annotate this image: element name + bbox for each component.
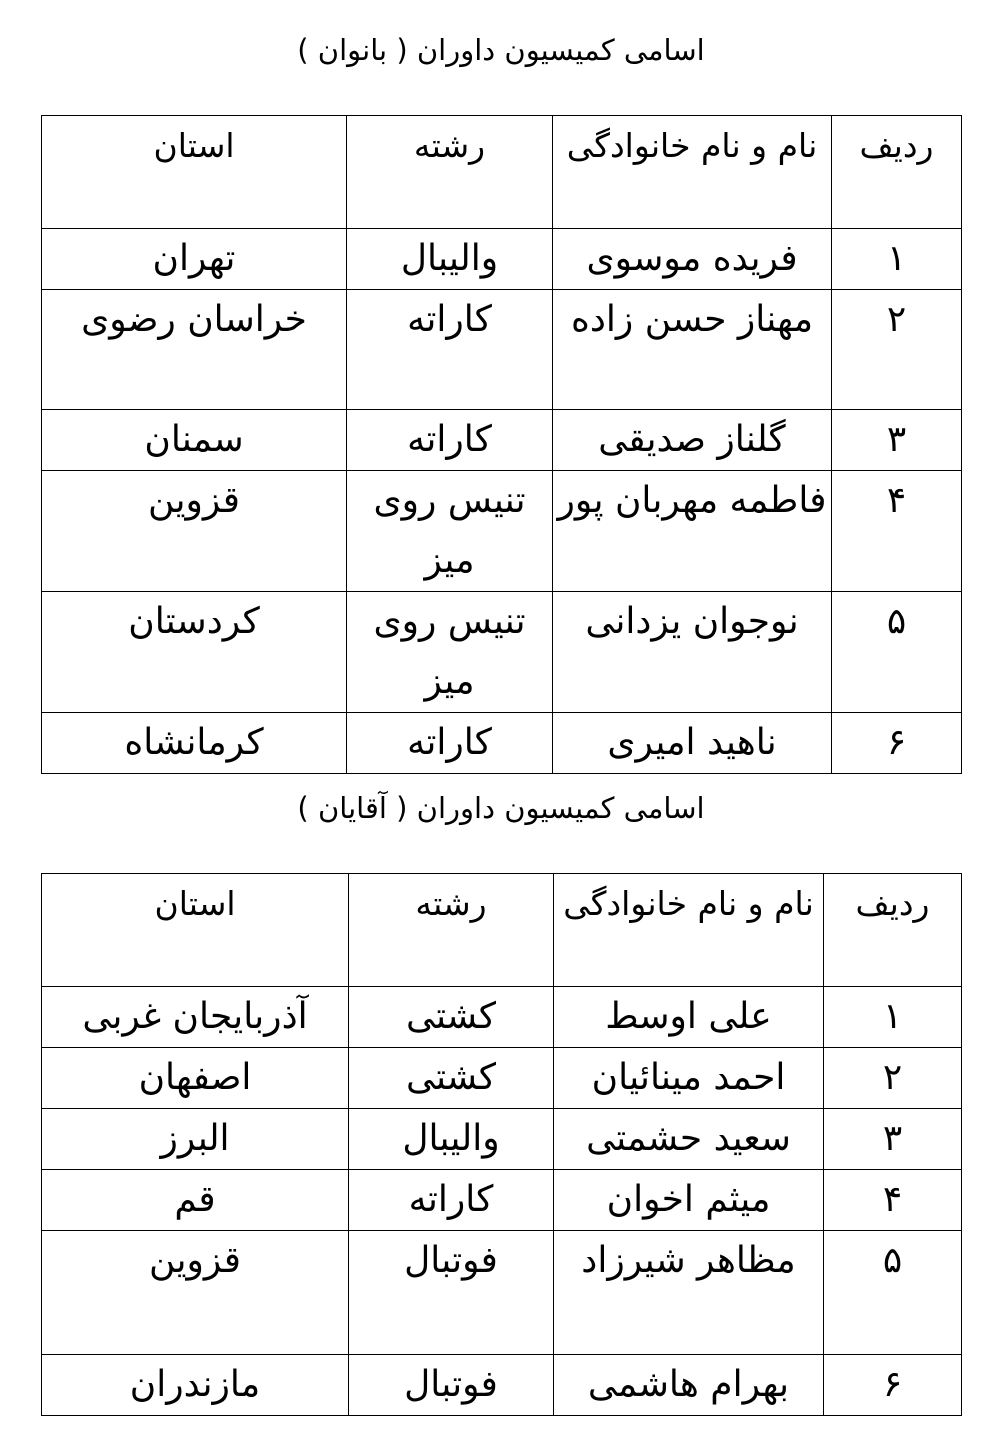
referee-name: ناهید امیری (553, 713, 832, 774)
men-table-title: اسامی کمیسیون داوران ( آقایان ) (297, 791, 705, 825)
referee-name: نوجوان یزدانی (553, 592, 832, 713)
sport: کاراته (347, 290, 553, 410)
sport: والیبال (347, 229, 553, 290)
header-radif: ردیف (832, 116, 962, 229)
referee-name: بهرام هاشمی (554, 1355, 824, 1416)
referee-name: گلناز صدیقی (553, 410, 832, 471)
sport: کشتی (349, 987, 554, 1048)
referee-name: مظاهر شیرزاد (554, 1231, 824, 1355)
row-number: ۵ (824, 1231, 962, 1355)
province: قم (42, 1170, 349, 1231)
sport: فوتبال (349, 1231, 554, 1355)
row-number: ۳ (832, 410, 962, 471)
province: البرز (42, 1109, 349, 1170)
table-row (42, 713, 962, 774)
table-row (42, 592, 962, 713)
table-row (42, 1231, 962, 1355)
sport: والیبال (349, 1109, 554, 1170)
row-number: ۳ (824, 1109, 962, 1170)
province: قزوین (42, 471, 347, 592)
header-province: استان (42, 874, 349, 987)
province: سمنان (42, 410, 347, 471)
province: اصفهان (42, 1048, 349, 1109)
header-name: نام و نام خانوادگی (553, 116, 832, 229)
province: کرمانشاه (42, 713, 347, 774)
men-referee-table (41, 873, 962, 1416)
row-number: ۱ (824, 987, 962, 1048)
referee-name: مهناز حسن زاده (553, 290, 832, 410)
sport: کاراته (349, 1170, 554, 1231)
header-radif: ردیف (824, 874, 962, 987)
referee-name: فاطمه مهربان پور (553, 471, 832, 592)
province: قزوین (42, 1231, 349, 1355)
row-number: ۴ (824, 1170, 962, 1231)
province: تهران (42, 229, 347, 290)
table-row (42, 1355, 962, 1416)
table-row (42, 987, 962, 1048)
sport: کشتی (349, 1048, 554, 1109)
table-row (42, 1170, 962, 1231)
sport: فوتبال (349, 1355, 554, 1416)
table-row (42, 410, 962, 471)
sport: تنیس روی میز (347, 471, 553, 592)
referee-name: سعید حشمتی (554, 1109, 824, 1170)
row-number: ۱ (832, 229, 962, 290)
table-row (42, 229, 962, 290)
province: کردستان (42, 592, 347, 713)
row-number: ۲ (832, 290, 962, 410)
province: آذربایجان غربی (42, 987, 349, 1048)
sport: تنیس روی میز (347, 592, 553, 713)
referee-name: فریده موسوی (553, 229, 832, 290)
table-header-row (42, 874, 962, 987)
row-number: ۶ (832, 713, 962, 774)
table-row (42, 1048, 962, 1109)
sport: کاراته (347, 410, 553, 471)
row-number: ۴ (832, 471, 962, 592)
row-number: ۵ (832, 592, 962, 713)
header-sport: رشته (347, 116, 553, 229)
province: خراسان رضوی (42, 290, 347, 410)
table-row (42, 290, 962, 410)
table-row (42, 1109, 962, 1170)
women-referee-table (41, 115, 962, 774)
header-province: استان (42, 116, 347, 229)
row-number: ۲ (824, 1048, 962, 1109)
table-header-row (42, 116, 962, 229)
referee-name: علی اوسط (554, 987, 824, 1048)
table-row (42, 471, 962, 592)
header-sport: رشته (349, 874, 554, 987)
referee-name: میثم اخوان (554, 1170, 824, 1231)
sport: کاراته (347, 713, 553, 774)
header-name: نام و نام خانوادگی (554, 874, 824, 987)
women-table-title: اسامی کمیسیون داوران ( بانوان ) (297, 33, 705, 67)
province: مازندران (42, 1355, 349, 1416)
referee-name: احمد مینائیان (554, 1048, 824, 1109)
row-number: ۶ (824, 1355, 962, 1416)
